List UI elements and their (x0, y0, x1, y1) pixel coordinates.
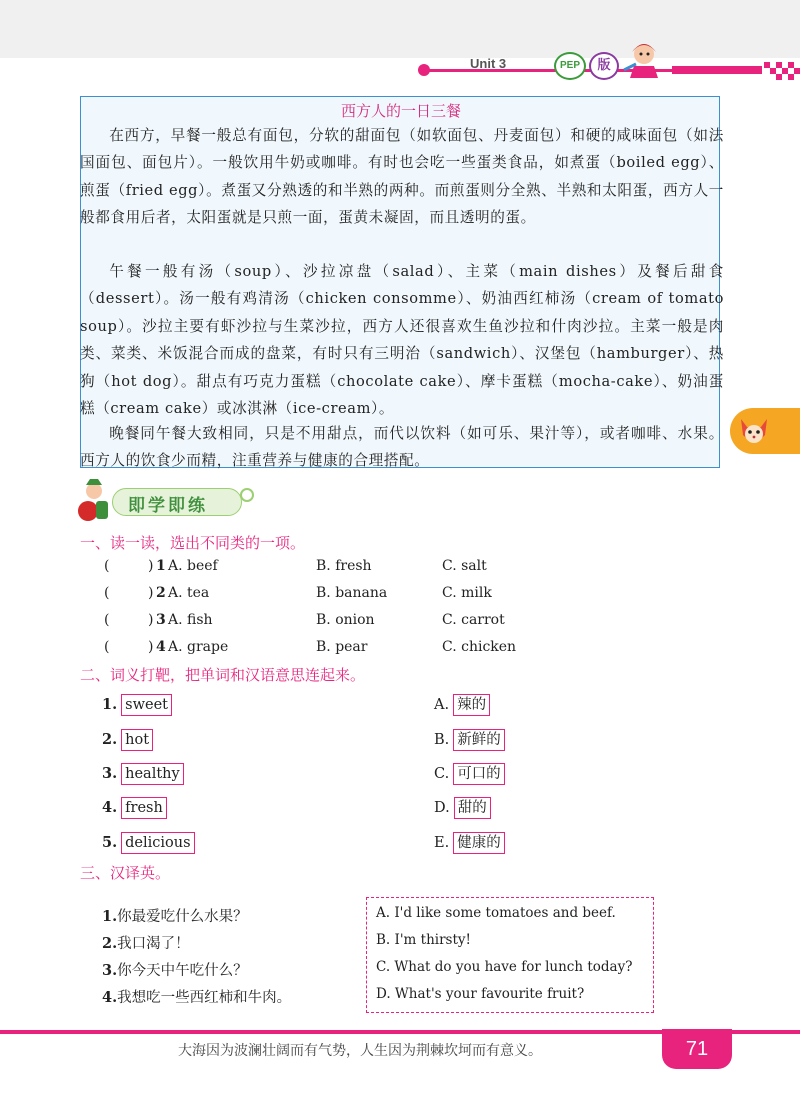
sentence-number: 1. (102, 908, 118, 925)
banner-tail-decoration (240, 488, 254, 502)
english-sentence[interactable]: C. What do you have for lunch today? (376, 959, 633, 975)
answer-paren-close: ) (148, 585, 154, 601)
option-b: B. banana (316, 585, 388, 601)
match-meaning[interactable]: 新鲜的 (453, 729, 505, 751)
match-meaning-item (434, 832, 505, 854)
match-meaning[interactable]: 甜的 (454, 797, 491, 819)
edition-badge: 版 (589, 52, 619, 80)
reading-paragraph-dinner: 晚餐同午餐大致相同，只是不用甜点，而代以饮料（如可乐、果汁等），或者咖啡、水果。西方人的饮食少而精，注重营养与健康的合理搭配。 (80, 425, 724, 470)
match-word[interactable]: sweet (121, 694, 172, 716)
match-meaning-item (434, 763, 505, 785)
match-word-item (102, 694, 172, 716)
answer-paren-open[interactable]: ( (104, 612, 110, 628)
footer-motto: 大海因为波澜壮阔而有气势，人生因为荆棘坎坷而有意义。 (178, 1043, 542, 1059)
question-number: 1 (156, 558, 166, 574)
option-a: A. grape (168, 639, 229, 655)
unit-label: Unit 3 (470, 56, 507, 71)
question-number: 3 (156, 612, 166, 628)
top-band (0, 0, 800, 58)
match-meaning-item (434, 797, 491, 819)
option-c: C. salt (442, 558, 487, 574)
sentence-text: 你最爱吃什么水果？ (117, 909, 248, 925)
reading-paragraph-lunch: 午餐一般有汤（soup）、沙拉凉盘（salad）、主菜（main dishes）及餐后甜食（dessert）。汤一般有鸡清汤（chicken consomme）、奶油西红柿汤（cream of tomato soup）。沙拉主要有虾沙拉与生菜沙拉，西方人还很喜欢生鱼沙拉和什肉沙拉。主菜一般是肉类、菜类、米饭混合而成的盘菜，有时只有三明治（sandwich）、汉堡包（hamburger）、热狗（hot dog）。甜点有巧克力蛋糕（chocolate cake）、摩卡蛋糕（mocha-cake）、奶油蛋糕（cream cake）或冰淇淋（ice-cream）。 (80, 263, 724, 418)
answer-paren-open[interactable]: ( (104, 639, 110, 655)
option-b: B. fresh (316, 558, 372, 574)
option-a: A. fish (168, 612, 213, 628)
section2-title: 二、词义打靶，把单词和汉语意思连起来。 (80, 666, 366, 684)
sentence-number: 4. (102, 989, 118, 1006)
english-sentence[interactable]: B. I'm thirsty! (376, 932, 471, 948)
pep-badge: PEP (554, 52, 586, 80)
answer-paren-open[interactable]: ( (104, 558, 110, 574)
option-b: B. onion (316, 612, 375, 628)
match-meaning-letter: A. (434, 697, 450, 713)
match-word[interactable]: hot (121, 729, 153, 751)
section3-title: 三、汉译英。 (80, 864, 171, 882)
practice-title: 即学即练 (128, 496, 208, 516)
match-word-number: 5. (102, 834, 118, 851)
answer-paren-close: ) (148, 639, 154, 655)
sentence-text: 我口渴了！ (117, 936, 190, 952)
checker-decoration (672, 60, 800, 80)
answer-paren-close: ) (148, 558, 154, 574)
fox-face-icon (737, 413, 771, 447)
match-meaning[interactable]: 可口的 (453, 763, 505, 785)
english-sentence[interactable]: A. I'd like some tomatoes and beef. (376, 905, 616, 921)
option-a: A. tea (168, 585, 210, 601)
option-c: C. milk (442, 585, 492, 601)
match-word-number: 2. (102, 731, 118, 748)
sentence-text: 你今天中午吃什么？ (117, 963, 248, 979)
chinese-sentence[interactable] (102, 959, 248, 980)
reading-title: 西方人的一日三餐 (340, 102, 461, 120)
section1-title: 一、读一读，选出不同类的一项。 (80, 534, 306, 552)
reading-paragraph-breakfast: 在西方，早餐一般总有面包，分软的甜面包（如软面包、丹麦面包）和硬的咸味面包（如法国面包、面包片）。一般饮用牛奶或咖啡。有时也会吃一些蛋类食品，如煮蛋（boiled egg）、煎蛋（fried egg）。煮蛋又分熟透的和半熟的两种。而煎蛋则分全熟、半熟和太阳蛋，西方人一般都食用后者，太阳蛋就是只煎一面，蛋黄未凝固，而且透明的蛋。 (80, 127, 724, 227)
option-c: C. chicken (442, 639, 517, 655)
answer-paren-close: ) (148, 612, 154, 628)
option-b: B. pear (316, 639, 368, 655)
match-word-item (102, 832, 195, 854)
answer-paren-open[interactable]: ( (104, 585, 110, 601)
match-word[interactable]: delicious (121, 832, 194, 854)
option-c: C. carrot (442, 612, 505, 628)
english-sentence[interactable]: D. What's your favourite fruit? (376, 986, 585, 1002)
sentence-text: 我想吃一些西红柿和牛肉。 (117, 990, 292, 1006)
sentence-number: 3. (102, 962, 118, 979)
sentence-number: 2. (102, 935, 118, 952)
match-word-item (102, 729, 153, 751)
match-word-item (102, 797, 167, 819)
match-meaning-letter: E. (434, 835, 450, 851)
match-word-number: 3. (102, 765, 118, 782)
match-word-item (102, 763, 184, 785)
match-meaning-letter: D. (434, 800, 450, 816)
match-meaning[interactable]: 健康的 (453, 832, 505, 854)
chinese-sentence[interactable] (102, 986, 291, 1007)
match-word[interactable]: fresh (121, 797, 167, 819)
cartoon-girl-icon (622, 40, 662, 78)
question-number: 2 (156, 585, 166, 601)
match-meaning-item (434, 729, 505, 751)
match-word-number: 4. (102, 799, 118, 816)
chinese-sentence[interactable] (102, 905, 248, 926)
match-meaning-letter: B. (434, 732, 450, 748)
header-dot (418, 64, 430, 76)
kid-apple-icon (74, 479, 114, 523)
match-word-number: 1. (102, 696, 118, 713)
match-word[interactable]: healthy (121, 763, 184, 785)
question-number: 4 (156, 639, 166, 655)
option-a: A. beef (168, 558, 218, 574)
match-meaning-letter: C. (434, 766, 450, 782)
chinese-sentence[interactable] (102, 932, 190, 953)
page-number: 71 (685, 1038, 709, 1060)
match-meaning-item (434, 694, 490, 716)
match-meaning[interactable]: 辣的 (453, 694, 490, 716)
